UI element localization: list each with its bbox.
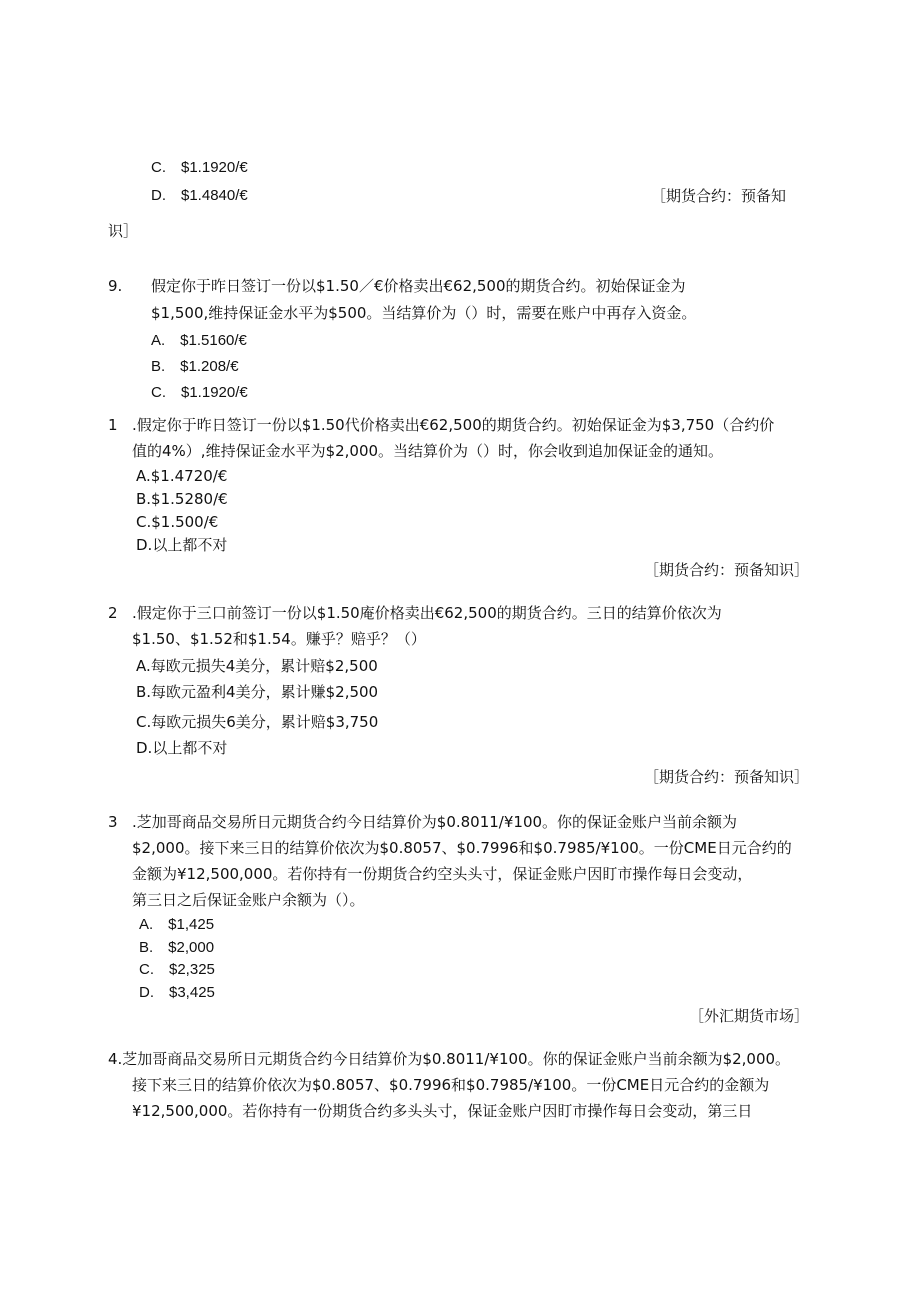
question-3-text-line4: 第三日之后保证金账户余额为（）。: [132, 891, 365, 909]
question-9-text-line1: 假定你于昨日签订一份以$1.50／€价格卖出€62,500的期货合约。初始保证金为: [151, 277, 686, 295]
question-3-option-c: C. $2,325: [139, 961, 215, 978]
question-1-option-a: A.$1.4720/€: [136, 467, 228, 485]
question-9-text-line2: $1,500,维持保证金水平为$500。当结算价为（）时，需要在账户中再存入资金。: [151, 304, 697, 322]
question-1-option-b: B.$1.5280/€: [136, 490, 228, 508]
question-2-text-line1: .假定你于三口前签订一份以$1.50庵价格卖出€62,500的期货合约。三日的结算价依次为: [132, 604, 722, 622]
question-4-text-line3: ¥12,500,000。若你持有一份期货合约多头头寸，保证金账户因盯市操作每日会变动，第三日: [132, 1102, 753, 1120]
option-c: C. $1.1920/€: [151, 159, 248, 176]
question-4-text-line1: 4.芝加哥商品交易所日元期货合约今日结算价为$0.8011/¥100。你的保证金账户当前余额为$2,000。: [108, 1050, 791, 1068]
question-3-tag: ［外汇期货市场］: [688, 1007, 809, 1025]
question-9-option-b: B. $1.208/€: [151, 358, 239, 375]
question-2-tag: ［期货合约：预备知识］: [643, 768, 809, 786]
question-1-text-line1: .假定你于昨日签订一份以$1.50代价格卖出€62,500的期货合约。初始保证金为$3,750（合约价: [132, 416, 775, 434]
question-3-option-b: B. $2,000: [139, 939, 215, 956]
question-2-option-c: C.每欧元损失6美分，累计赔$3,750: [136, 713, 379, 731]
question-3-option-a: A. $1,425: [139, 916, 215, 933]
question-1-text-line2: 值的4%）,维持保证金水平为$2,000。当结算价为（）时，你会收到追加保证金的通知。: [132, 442, 724, 460]
question-2-option-d: D.以上都不对: [136, 739, 228, 757]
question-1-number: 1: [108, 416, 118, 434]
question-3-text-line3: 金额为¥12,500,000。若你持有一份期货合约空头头寸，保证金账户因盯市操作每日会变动，: [132, 865, 753, 883]
question-3-number: 3: [108, 813, 118, 831]
section-tag: ［期货合约：预备知: [650, 187, 786, 205]
question-2-option-a: A.每欧元损失4美分，累计赔$2,500: [136, 657, 378, 675]
question-3-text-line1: .芝加哥商品交易所日元期货合约今日结算价为$0.8011/¥100。你的保证金账户当前余额为: [132, 813, 738, 831]
question-3-option-d: D. $3,425: [139, 984, 215, 1001]
question-3-text-line2: $2,000。接下来三日的结算价依次为$0.8057、$0.7996和$0.7985/¥100。一份CME日元合约的: [132, 839, 792, 857]
question-2-option-b: B.每欧元盈利4美分，累计赚$2,500: [136, 683, 379, 701]
section-tag-continued: 识］: [108, 222, 139, 240]
question-9-number: 9.: [108, 277, 123, 295]
question-1-tag: ［期货合约：预备知识］: [643, 561, 809, 579]
question-9-option-a: A. $1.5160/€: [151, 332, 247, 349]
question-2-number: 2: [108, 604, 118, 622]
question-4-text-line2: 接下来三日的结算价依次为$0.8057、$0.7996和$0.7985/¥100。一份CME日元合约的金额为: [132, 1076, 770, 1094]
question-1-option-d: D.以上都不对: [136, 536, 228, 554]
question-2-text-line2: $1.50、$1.52和$1.54。赚乎？赔乎？（）: [132, 630, 426, 648]
question-1-option-c: C.$1.500/€: [136, 513, 219, 531]
option-d: D. $1.4840/€: [151, 187, 248, 204]
question-9-option-c: C. $1.1920/€: [151, 384, 248, 401]
